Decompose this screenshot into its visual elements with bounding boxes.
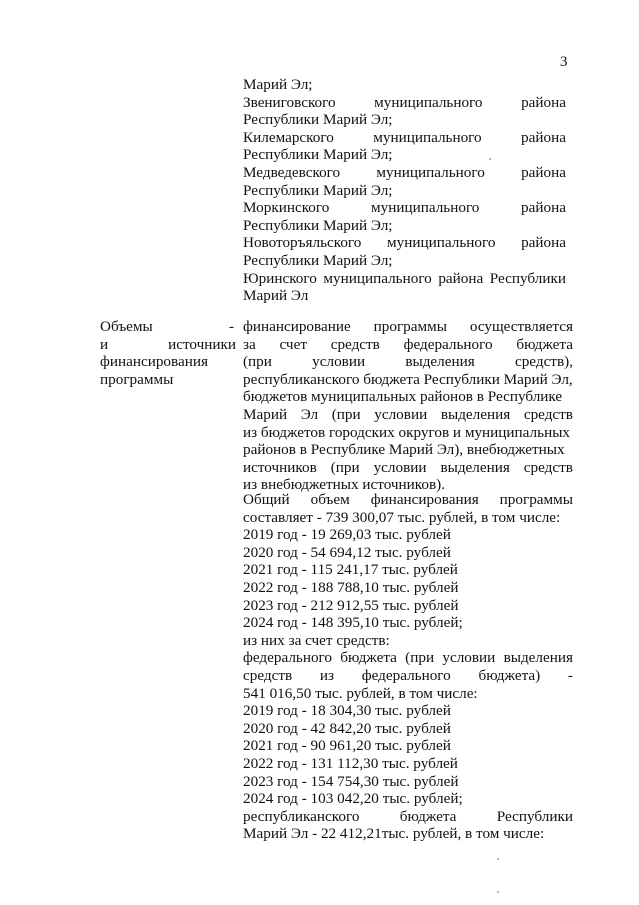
label-line: [100, 371, 236, 389]
district-line: [243, 287, 566, 305]
text-word: условии: [373, 458, 427, 476]
text-word: районов в Республике Марий Эл), внебюджетных: [243, 441, 565, 459]
text-word: бюджета): [478, 666, 541, 684]
text-word: (при: [330, 458, 360, 476]
district-line: [243, 199, 566, 217]
text-word: района: [521, 234, 566, 252]
text-word: средств: [523, 458, 573, 476]
text-line: [243, 318, 573, 336]
text-line: [243, 667, 573, 685]
text-word: Республики: [496, 807, 573, 825]
text-word: выделения: [440, 405, 511, 423]
text-word: финансирования: [100, 353, 208, 371]
text-word: средств),: [514, 353, 573, 371]
text-word: финансирование: [243, 318, 351, 335]
text-word: федерального: [243, 649, 332, 667]
funding-sources-label: [100, 318, 236, 388]
label-line: [100, 318, 236, 336]
text-word: из бюджетов городских округов и муниципальных: [243, 423, 570, 441]
text-word: программы: [373, 318, 447, 335]
district-line: [243, 94, 566, 112]
text-word: из них за счет средств:: [243, 631, 390, 649]
district-line: [243, 234, 566, 252]
text-line: [243, 755, 573, 773]
text-word: составляет - 739 300,07 тыс. рублей, в том числе:: [243, 508, 561, 526]
text-word: источники: [168, 335, 236, 353]
text-line: [243, 371, 573, 389]
text-word: Общий: [243, 491, 290, 508]
page-number: 3: [560, 54, 568, 70]
label-line: [100, 353, 236, 371]
text-word: Марий Эл;: [243, 76, 313, 93]
text-word: 2021 год - 90 961,20 тыс. рублей: [243, 737, 451, 755]
text-word: Марий Эл - 22 412,21тыс. рублей, в том числе:: [243, 825, 545, 843]
text-line: [243, 702, 573, 720]
text-line: [243, 509, 573, 527]
text-word: Объемы: [100, 318, 153, 335]
text-word: условии: [374, 405, 428, 423]
text-word: 2022 год - 131 112,30 тыс. рублей: [243, 754, 458, 772]
text-word: средств: [243, 666, 293, 684]
text-line: [243, 825, 573, 843]
text-word: условии: [442, 649, 496, 667]
text-word: федерального: [361, 666, 451, 684]
text-word: 2021 год - 115 241,17 тыс. рублей: [243, 561, 458, 579]
text-line: [243, 773, 573, 791]
text-word: Эл: [300, 405, 319, 423]
text-word: Марий Эл: [243, 287, 309, 305]
text-word: Республики Марий Эл;: [243, 146, 393, 164]
text-line: [243, 649, 573, 667]
text-word: Звениговского: [243, 93, 336, 111]
text-line: [243, 491, 573, 509]
text-word: Республики Марий Эл;: [243, 216, 393, 234]
text-word: Республики Марий Эл;: [243, 181, 393, 199]
text-word: из внебюджетных источников).: [243, 476, 446, 494]
text-word: 2023 год - 212 912,55 тыс. рублей: [243, 596, 459, 614]
text-word: бюджета: [340, 649, 397, 667]
funding-description: [243, 318, 573, 494]
text-word: программы: [100, 370, 174, 388]
district-line: [243, 111, 566, 129]
text-word: Новоторъяльского: [243, 234, 362, 252]
text-word: республиканского бюджета Республики Марий Эл,: [243, 370, 573, 388]
text-word: 2019 год - 18 304,30 тыс. рублей: [243, 702, 451, 720]
text-word: за: [243, 335, 256, 353]
text-word: республиканского: [243, 807, 360, 825]
text-word: из: [319, 666, 335, 684]
text-line: [243, 579, 573, 597]
scan-speck: [497, 858, 499, 860]
text-word: района: [521, 163, 566, 181]
text-word: муниципального: [323, 269, 432, 287]
text-line: [243, 459, 573, 477]
text-word: выделения: [503, 649, 573, 667]
text-line: [243, 353, 573, 371]
text-word: муниципального: [374, 93, 483, 111]
districts-list: [243, 76, 566, 305]
text-word: 2024 год - 148 395,10 тыс. рублей;: [243, 614, 463, 632]
text-line: [243, 597, 573, 615]
text-word: (при: [405, 649, 435, 667]
funding-amounts: [243, 491, 573, 843]
text-line: [243, 526, 573, 544]
district-line: [243, 217, 566, 235]
text-word: программы: [499, 491, 573, 508]
label-dash: -: [229, 318, 235, 335]
text-line: [243, 544, 573, 562]
text-word: объем: [310, 491, 350, 508]
text-line: [243, 336, 573, 354]
text-line: [243, 808, 573, 826]
text-word: муниципального: [373, 128, 482, 146]
text-word: 2023 год - 154 754,30 тыс. рублей: [243, 772, 459, 790]
text-line: [243, 720, 573, 738]
text-word: муниципального: [371, 199, 480, 217]
text-line: [243, 441, 573, 459]
district-line: [243, 146, 566, 164]
scan-speck: [489, 158, 491, 160]
text-word: средств: [523, 405, 573, 423]
text-word: источников: [243, 458, 317, 476]
text-word: муниципального: [376, 163, 485, 181]
text-word: бюджетов муниципальных районов в Республике: [243, 388, 563, 406]
text-word: средств: [330, 335, 380, 353]
text-word: Юринского: [243, 269, 317, 287]
text-word: Моркинского: [243, 199, 330, 217]
text-word: 2019 год - 19 269,03 тыс. рублей: [243, 526, 451, 544]
text-word: и: [100, 335, 109, 353]
district-line: [243, 182, 566, 200]
text-word: условии: [312, 353, 366, 371]
label-line: [100, 336, 236, 354]
text-word: (при: [243, 353, 272, 371]
text-word: Республики: [489, 269, 566, 287]
text-line: [243, 561, 573, 579]
text-line: [243, 406, 573, 424]
text-word: района: [521, 199, 566, 217]
text-word: финансирования: [370, 491, 479, 508]
text-word: Республики Марий Эл;: [243, 111, 393, 129]
district-line: [243, 252, 566, 270]
text-line: [243, 685, 573, 703]
text-word: 2020 год - 54 694,12 тыс. рублей: [243, 543, 451, 561]
text-word: Килемарского: [243, 128, 334, 146]
text-word: 2024 год - 103 042,20 тыс. рублей;: [243, 790, 463, 808]
text-word: выделения: [440, 458, 510, 476]
district-line: [243, 270, 566, 288]
text-word: счет: [279, 335, 307, 353]
text-word: Медведевского: [243, 163, 341, 181]
text-word: Республики Марий Эл;: [243, 251, 393, 269]
text-line: [243, 424, 573, 442]
text-line: [243, 790, 573, 808]
text-word: района: [521, 93, 566, 111]
text-word: бюджета: [399, 807, 457, 825]
text-line: [243, 614, 573, 632]
text-word: бюджета: [516, 335, 573, 353]
scan-speck: [497, 891, 499, 893]
text-line: [243, 632, 573, 650]
district-line: [243, 76, 566, 94]
text-word: 2022 год - 188 788,10 тыс. рублей: [243, 578, 459, 596]
text-word: 2020 год - 42 842,20 тыс. рублей: [243, 719, 451, 737]
text-line: [243, 388, 573, 406]
district-line: [243, 164, 566, 182]
text-word: Марий: [243, 405, 288, 423]
text-word: (при: [331, 405, 361, 423]
text-word: 541 016,50 тыс. рублей, в том числе:: [243, 684, 478, 702]
text-line: [243, 737, 573, 755]
district-line: [243, 129, 566, 147]
text-word: выделения: [405, 353, 475, 371]
text-word: муниципального: [387, 234, 496, 252]
text-word: района: [438, 269, 484, 287]
text-word: федерального: [403, 335, 493, 353]
text-word: района: [521, 128, 566, 146]
text-word: -: [567, 666, 573, 684]
text-word: осуществляется: [469, 318, 573, 335]
